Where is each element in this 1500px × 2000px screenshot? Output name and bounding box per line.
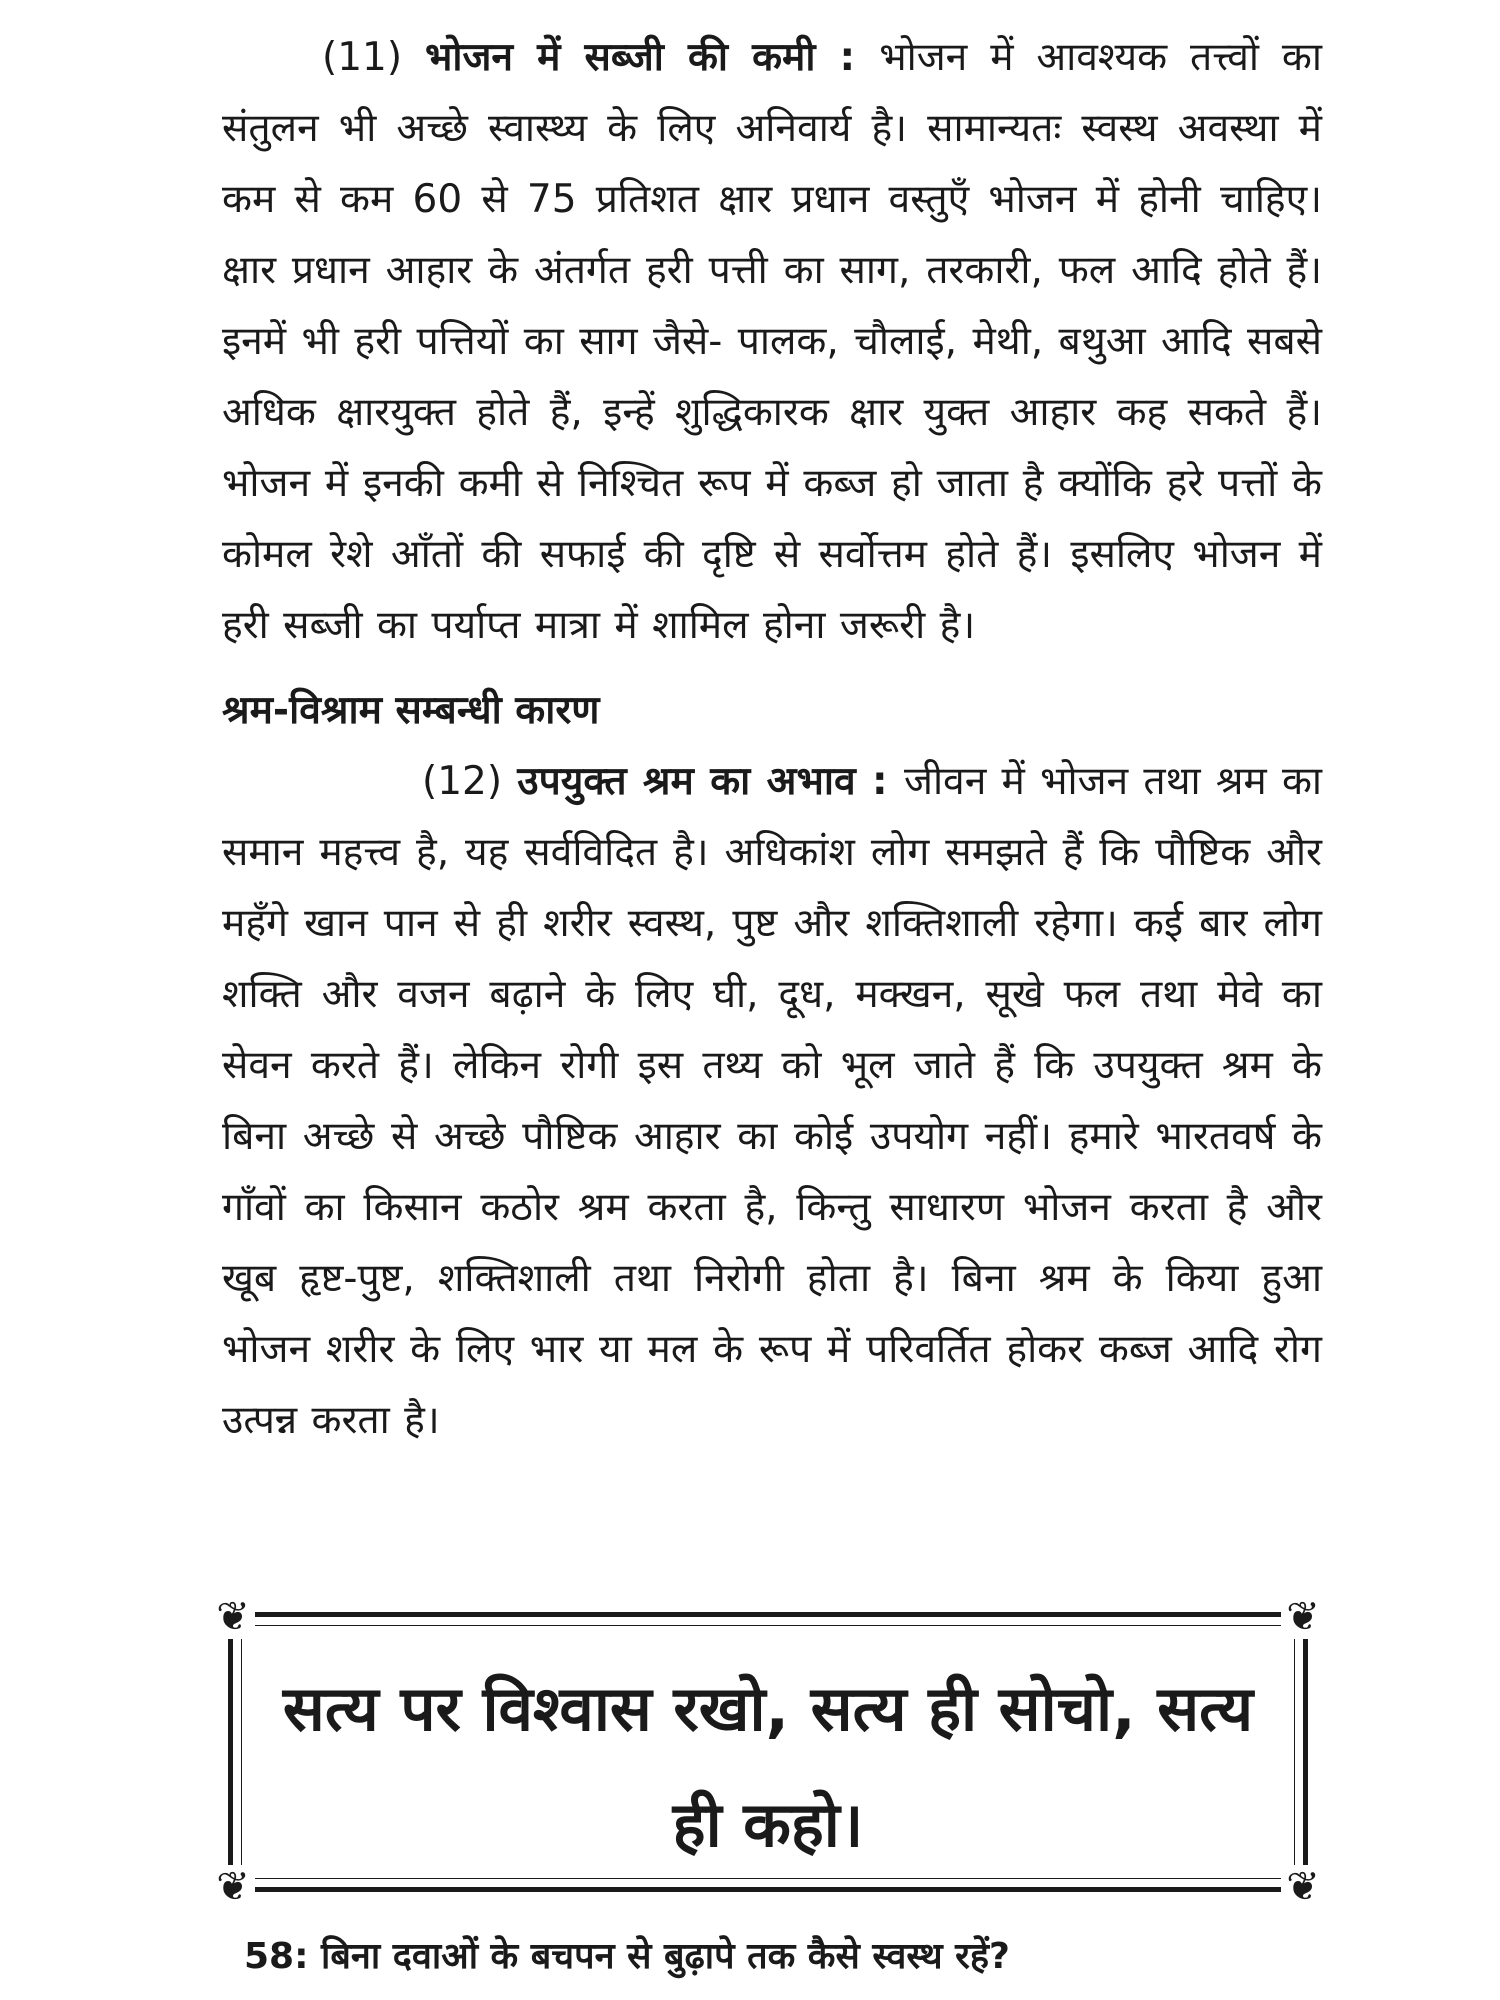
page-footer	[244, 1930, 1010, 1979]
paragraph-12-separator: :	[855, 759, 904, 804]
quote-box	[216, 1594, 1320, 1910]
ornament-corner-icon: ❦	[1281, 1865, 1325, 1909]
paragraph-11-number: (11)	[322, 35, 403, 80]
paragraph-11-text: भोजन में आवश्यक तत्त्वों का संतुलन भी अच्छे स्वास्थ्य के लिए अनिवार्य है। सामान्यतः स्वस्थ अवस्था में कम से कम 60 से 75 प्रतिशत क्षार प्रधान वस्तुएँ भोजन में होनी चाहिए। क्षार प्रधान आहार के अंतर्गत हरी पत्ती का साग, तरकारी, फल आदि होते हैं। इनमें भी हरी पत्तियों का साग जैसे- पालक, चौलाई, मेथी, बथुआ आदि सबसे अधिक क्षारयुक्त होते हैं, इन्हें शुद्धिकारक क्षार युक्त आहार कह सकते हैं। भोजन में इनकी कमी से निश्चित रूप में कब्ज हो जाता है क्योंकि हरे पत्तों के कोमल रेशे आँतों की सफाई की दृष्टि से सर्वोत्तम होते हैं। इसलिए भोजन में हरी सब्जी का पर्याप्त मात्रा में शामिल होना जरूरी है।	[222, 35, 1322, 648]
ornament-corner-icon: ❦	[1281, 1595, 1325, 1639]
paragraph-12-number: (12)	[422, 759, 503, 804]
book-title: बिना दवाओं के बचपन से बुढ़ापे तक कैसे स्वस्थ रहें?	[321, 1936, 1010, 1977]
paragraph-12-text: जीवन में भोजन तथा श्रम का समान महत्त्व है, यह सर्वविदित है। अधिकांश लोग समझते हैं कि पौष्टिक और महँगे खान पान से ही शरीर स्वस्थ, पुष्ट और शक्तिशाली रहेगा। कई बार लोग शक्ति और वजन बढ़ाने के लिए घी, दूध, मक्खन, सूखे फल तथा मेवे का सेवन करते हैं। लेकिन रोगी इस तथ्य को भूल जाते हैं कि उपयुक्त श्रम के बिना अच्छे से अच्छे पौष्टिक आहार का कोई उपयोग नहीं। हमारे भारतवर्ष के गाँवों का किसान कठोर श्रम करता है, किन्तु साधारण भोजन करता है और खूब हृष्ट-पुष्ट, शक्तिशाली तथा निरोगी होता है। बिना श्रम के किया हुआ भोजन शरीर के लिए भार या मल के रूप में परिवर्तित होकर कब्ज आदि रोग उत्पन्न करता है।	[222, 759, 1322, 1443]
ornament-corner-icon: ❦	[211, 1595, 255, 1639]
paragraph-11-heading: भोजन में सब्जी की कमी	[424, 35, 816, 80]
page-content	[222, 22, 1322, 1456]
paragraph-12-heading: उपयुक्त श्रम का अभाव	[517, 759, 856, 804]
page-number: 58:	[244, 1936, 309, 1977]
ornament-corner-icon: ❦	[211, 1865, 255, 1909]
section-heading: श्रम-विश्राम सम्बन्धी कारण	[222, 688, 600, 733]
quote-text: सत्य पर विश्वास रखो, सत्य ही सोचो, सत्य ही कहो।	[282, 1672, 1254, 1861]
paragraph-11-separator: :	[815, 35, 880, 80]
paragraph-12	[222, 746, 1322, 1456]
paragraph-11	[222, 22, 1322, 661]
